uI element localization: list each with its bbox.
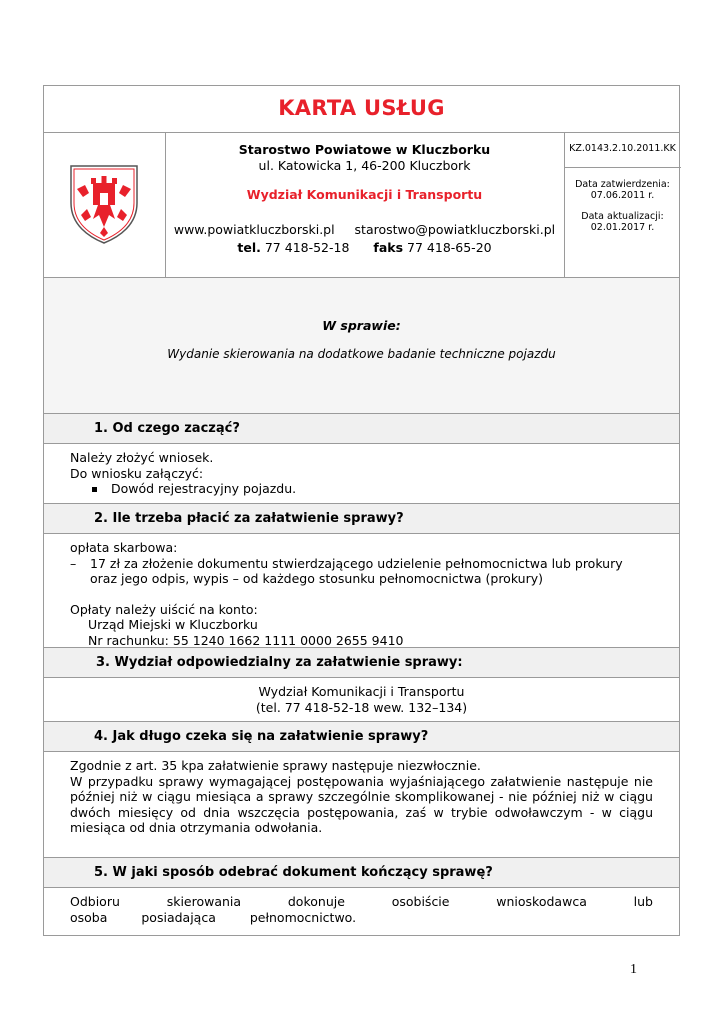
- fax-label: faks: [373, 240, 404, 255]
- section-2-body: [44, 534, 679, 648]
- coat-of-arms-icon: [67, 163, 141, 245]
- update-date: 02.01.2017 r.: [590, 222, 655, 233]
- phone-line: [165, 240, 564, 255]
- approval-date: 07.06.2011 r.: [590, 190, 655, 201]
- section-4-heading: 4. Jak długo czeka się na załatwienie sprawy?: [44, 722, 679, 752]
- section-3-line-2: (tel. 77 418-52-18 wew. 132–134): [255, 699, 468, 715]
- section-1-heading: 1. Od czego zacząć?: [44, 414, 679, 444]
- section-1-line-1: Należy złożyć wniosek.: [70, 450, 214, 465]
- page-number: 1: [630, 962, 637, 977]
- contact-line: [165, 222, 564, 237]
- section-1-bullet-item: [70, 481, 653, 497]
- section-3-body: [44, 678, 679, 722]
- section-1-line-2: Do wniosku załączyć:: [70, 465, 204, 481]
- section-5-heading: 5. W jaki sposób odebrać dokument kończący sprawę?: [44, 858, 679, 888]
- section-3-heading: 3. Wydział odpowiedzialny za załatwienie sprawy:: [44, 648, 679, 678]
- email-link[interactable]: starostwo@powiatkluczborski.pl: [354, 222, 556, 237]
- tel-label: tel.: [237, 240, 261, 255]
- update-label: Data aktualizacji:: [581, 211, 664, 222]
- office-info: [165, 133, 565, 277]
- page-title: KARTA USŁUG: [278, 96, 445, 120]
- section-2-account-intro: Opłaty należy uiścić na konto:: [70, 601, 258, 617]
- section-2-dash-text-2: oraz jego odpis, wypis – od każdego stosunku pełnomocnictwa (prokury): [90, 571, 544, 586]
- section-4-paragraph: W przypadku sprawy wymagającej postępowania wyjaśniającego załatwienie następuje nie później niż w ciągu miesiąca a sprawy szczególnie skomplikowanej - nie później niż w ciągu dwóch miesięcy od dnia wszczęcia postępowania, zaś w trybie odwoławczym - w ciągu miesiąca od dnia otrzymania odwołania.: [70, 773, 653, 835]
- section-1-bullet-text: Dowód rejestracyjny pojazdu.: [111, 481, 297, 496]
- section-2-dash-item: [70, 556, 653, 572]
- fax-value: 77 418-65-20: [407, 240, 492, 255]
- service-card: [43, 85, 680, 936]
- office-name: Starostwo Powiatowe w Kluczborku: [238, 142, 491, 157]
- section-2-account-number: Nr rachunku: 55 1240 1662 1111 0000 2655 9410: [88, 632, 404, 648]
- section-4-line-1: Zgodnie z art. 35 kpa załatwienie sprawy następuje niezwłocznie.: [70, 758, 481, 773]
- crest-cell: [44, 133, 166, 277]
- subject-row: [44, 278, 679, 414]
- section-2-account-name: Urząd Miejski w Kluczborku: [88, 617, 258, 632]
- section-5-body: [44, 888, 679, 937]
- website-link[interactable]: www.powiatkluczborski.pl: [173, 222, 335, 237]
- section-2-dash-text-1: 17 zł za złożenie dokumentu stwierdzającego udzielenie pełnomocnictwa lub prokury: [90, 555, 623, 571]
- section-1-body: [44, 444, 679, 504]
- section-4-body: [44, 752, 679, 858]
- approval-label: Data zatwierdzenia:: [575, 179, 670, 190]
- section-2-heading: 2. Ile trzeba płacić za załatwienie sprawy?: [44, 504, 679, 534]
- section-5-paragraph: Odbioru skierowania dokonuje osobiście wnioskodawca lub osoba posiadająca pełnomocnictwo.: [70, 894, 653, 925]
- bullet-square-icon: [92, 487, 97, 492]
- header-row: [44, 133, 679, 278]
- tel-value: 77 418-52-18: [264, 240, 350, 255]
- department-name: Wydział Komunikacji i Transportu: [246, 187, 483, 202]
- reference-code: KZ.0143.2.10.2011.KK: [564, 133, 681, 168]
- subject-label: W sprawie:: [322, 318, 401, 333]
- subject-text: Wydanie skierowania na dodatkowe badanie techniczne pojazdu: [167, 347, 556, 361]
- section-3-line-1: Wydział Komunikacji i Transportu: [258, 684, 465, 699]
- section-2-intro: opłata skarbowa:: [70, 540, 178, 555]
- office-address: ul. Katowicka 1, 46-200 Kluczbork: [258, 158, 471, 173]
- reference-cell: [564, 133, 681, 277]
- dash-icon: –: [70, 555, 77, 571]
- title-row: [44, 86, 679, 133]
